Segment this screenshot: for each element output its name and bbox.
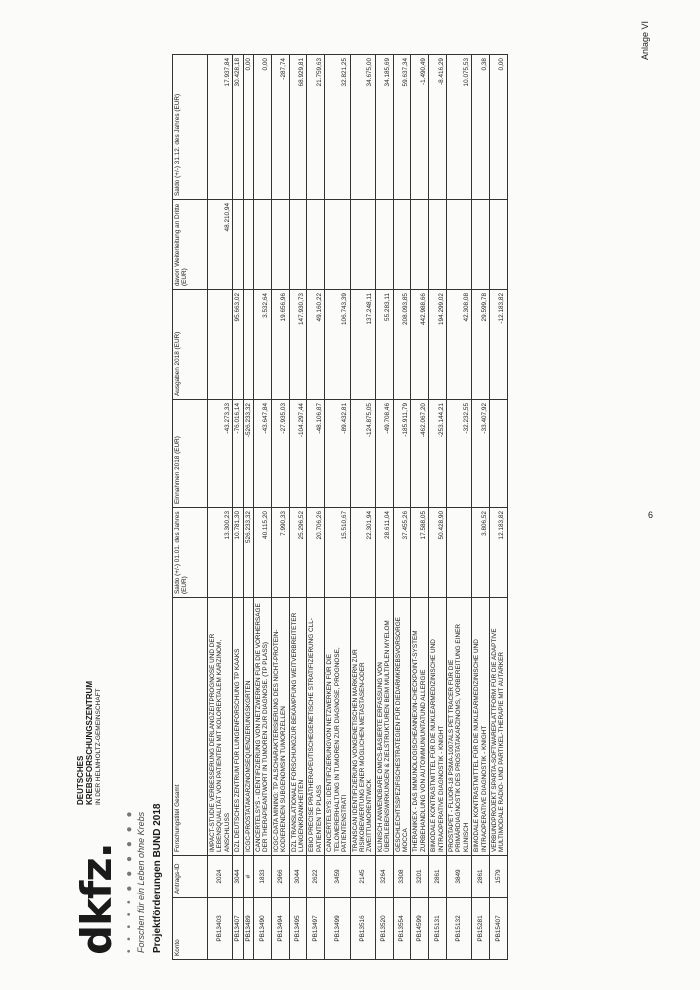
table-row bbox=[472, 55, 490, 960]
table-row bbox=[208, 55, 233, 960]
table-row bbox=[307, 55, 325, 960]
expenses-cell: 95.663,02 bbox=[233, 290, 243, 400]
opening-balance-cell: 13.300,23 bbox=[208, 508, 233, 598]
forwarded-cell bbox=[446, 200, 471, 290]
column-header: Antrags-ID bbox=[173, 856, 208, 898]
table-row bbox=[289, 55, 307, 960]
page-number: 6 bbox=[648, 510, 654, 520]
opening-balance-cell: 20.706,26 bbox=[307, 508, 325, 598]
opening-balance-cell: 25.296,52 bbox=[289, 508, 307, 598]
research-title-cell: DZL TRANSLATIONALE FORSCHUNGZUR BEKÄMPFUNG WEITVERBREITETER LUNGENKRANKHEITEN bbox=[289, 598, 307, 856]
application-id-cell: 2861 bbox=[429, 856, 447, 898]
table-row bbox=[375, 55, 393, 960]
income-cell: -185.911,79 bbox=[393, 400, 411, 508]
income-cell: -49.708,46 bbox=[375, 400, 393, 508]
application-id-cell: 2966 bbox=[271, 856, 289, 898]
research-title-cell: DZL DEUTSCHES ZENTRUM FÜR LUNGENFORSCHUNG TP KAAKS bbox=[233, 598, 243, 856]
closing-balance-cell: 30.428,18 bbox=[233, 55, 243, 200]
research-title-cell: ICGC-PROSTATAKARZINOMSEQUENZIERUNGSKGRTEN bbox=[243, 598, 253, 856]
application-id-cell: 3459 bbox=[325, 856, 350, 898]
rotated-page-content bbox=[64, 45, 624, 965]
research-title-cell: EBIO PRECISE PRÄTHERAPEUTISCHEGENETISCHE STRATIFIZIERUNG CLL-PATIENTEN TP PLASS bbox=[307, 598, 325, 856]
closing-balance-cell: 32.821,25 bbox=[325, 55, 350, 200]
application-id-cell: 2024 bbox=[208, 856, 233, 898]
application-id-cell: 3044 bbox=[233, 856, 243, 898]
application-id-cell: # bbox=[243, 856, 253, 898]
research-title-cell: VERBUNDPROJEKT SPARTA-SOFTWAREPLATTFORM FÜR DIE ADAPTIVE MULTIMODALE RADIO- UND PARTIKEL-THERAPIE MIT AUTARKER bbox=[490, 598, 508, 856]
application-id-cell: 1833 bbox=[254, 856, 272, 898]
expenses-cell: 19.656,96 bbox=[271, 290, 289, 400]
forwarded-cell bbox=[243, 200, 253, 290]
closing-balance-cell: 59.637,34 bbox=[393, 55, 411, 200]
table-row bbox=[271, 55, 289, 960]
application-id-cell: 3308 bbox=[393, 856, 411, 898]
forwarded-cell bbox=[472, 200, 490, 290]
account-cell: PB13516 bbox=[350, 898, 375, 960]
application-id-cell: 2145 bbox=[350, 856, 375, 898]
research-title-cell: IMPACT-STUDIE VERBESSERUNG DERLANGZEITPROGNOSE UND DER LEBENSQUALITÄT VON PATIENTEN MIT KOLOREKTALEM KARZINOM, ANSCHLUSS bbox=[208, 598, 233, 856]
income-cell: -43.647,84 bbox=[254, 400, 272, 508]
expenses-cell: 442.988,66 bbox=[411, 290, 429, 400]
annex-label: Anlage VI bbox=[640, 20, 650, 60]
institute-line-1: DEUTSCHES bbox=[76, 755, 85, 805]
account-cell: PB15281 bbox=[472, 898, 490, 960]
closing-balance-cell: -8.416,29 bbox=[429, 55, 447, 200]
income-cell: -526.233,32 bbox=[243, 400, 253, 508]
income-cell: -253.144,21 bbox=[429, 400, 447, 508]
forwarded-cell bbox=[490, 200, 508, 290]
application-id-cell: 2861 bbox=[472, 856, 490, 898]
table-row bbox=[446, 55, 471, 960]
table-header-row bbox=[173, 55, 208, 960]
account-cell: PB13489 bbox=[243, 898, 253, 960]
income-cell: -27.935,03 bbox=[271, 400, 289, 508]
expenses-cell: 106.743,39 bbox=[325, 290, 350, 400]
forwarded-cell bbox=[393, 200, 411, 290]
account-cell: PB13403 bbox=[208, 898, 233, 960]
income-cell: -104.297,44 bbox=[289, 400, 307, 508]
expenses-cell: 49.160,22 bbox=[307, 290, 325, 400]
tagline: Forschen für ein Leben ohne Krebs bbox=[136, 811, 146, 953]
forwarded-cell bbox=[289, 200, 307, 290]
forwarded-cell bbox=[411, 200, 429, 290]
table-row bbox=[350, 55, 375, 960]
income-cell: -89.432,81 bbox=[325, 400, 350, 508]
forwarded-cell bbox=[254, 200, 272, 290]
research-title-cell: KLINISCH ANWENDBARE OMICS-BASIERTE ERFASSUNG VON ÜBERLEBENSWIRKUNGEN & ZIELSTRUKTUREN BEIM MULTIPLEN MYELOM bbox=[375, 598, 393, 856]
application-id-cell: 3264 bbox=[375, 856, 393, 898]
opening-balance-cell: 22.301,94 bbox=[350, 508, 375, 598]
income-cell: -462.067,20 bbox=[411, 400, 429, 508]
table-row bbox=[243, 55, 253, 960]
application-id-cell: 3044 bbox=[289, 856, 307, 898]
opening-balance-cell: 526.233,32 bbox=[243, 508, 253, 598]
income-cell: -43.273,33 bbox=[208, 400, 233, 508]
column-header: Saldo (+/-) 01.01. des Jahres (EUR) bbox=[173, 508, 208, 598]
closing-balance-cell: 0,00 bbox=[490, 55, 508, 200]
account-cell: PB13494 bbox=[271, 898, 289, 960]
research-title-cell: CANCERTELSYS - IDENTIFIZIERUNG VON NETZWERKEN FÜR DIE VORHERSAGE DER THERAPIEANTWORT IN TUMOREN ZUR DIAGNOSE. (TP PLASS) bbox=[254, 598, 272, 856]
closing-balance-cell: 34.185,69 bbox=[375, 55, 393, 200]
opening-balance-cell: 15.510,67 bbox=[325, 508, 350, 598]
expenses-cell: 147.930,73 bbox=[289, 290, 307, 400]
document-title: Projektförderungen BUND 2018 bbox=[152, 803, 163, 953]
opening-balance-cell: 12.183,82 bbox=[490, 508, 508, 598]
closing-balance-cell: -287,74 bbox=[271, 55, 289, 200]
dkfz-logo bbox=[72, 843, 121, 955]
logo-wordmark: dkfz. bbox=[72, 843, 121, 955]
expenses-cell bbox=[243, 290, 253, 400]
forwarded-cell bbox=[307, 200, 325, 290]
closing-balance-cell: 0,38 bbox=[472, 55, 490, 200]
account-cell: PB13495 bbox=[289, 898, 307, 960]
forwarded-cell bbox=[271, 200, 289, 290]
expenses-cell bbox=[208, 290, 233, 400]
opening-balance-cell: 17.588,05 bbox=[411, 508, 429, 598]
opening-balance-cell: 3.806,52 bbox=[472, 508, 490, 598]
closing-balance-cell: 17.937,84 bbox=[208, 55, 233, 200]
opening-balance-cell: 7.990,33 bbox=[271, 508, 289, 598]
account-cell: PB15407 bbox=[490, 898, 508, 960]
forwarded-cell bbox=[350, 200, 375, 290]
forwarded-cell bbox=[325, 200, 350, 290]
income-cell: -48.106,87 bbox=[307, 400, 325, 508]
closing-balance-cell: 68.929,81 bbox=[289, 55, 307, 200]
column-header: Einnahmen 2018 (EUR) bbox=[173, 400, 208, 508]
closing-balance-cell: 0,00 bbox=[243, 55, 253, 200]
forwarded-cell bbox=[233, 200, 243, 290]
research-title-cell: ICGC-DATA MINING: TP ALSCHARAKTERISIERUNG DES NICHT-PROTEIN-KODIERENDEN SUBGENOMSIN TUMORZELLEN bbox=[271, 598, 289, 856]
account-cell: PB13407 bbox=[233, 898, 243, 960]
application-id-cell: 3849 bbox=[446, 856, 471, 898]
opening-balance-cell: 37.455,26 bbox=[393, 508, 411, 598]
research-title-cell: CANCERTELSYS: IDENTIFIZIERUNGVON NETZWERKEN FÜR DIE TELOMERERHALTUNG IN TUMOREN ZUR DIAGNOSE, PROGNOSE, PATIENTENSTRATI bbox=[325, 598, 350, 856]
closing-balance-cell: -1.490,49 bbox=[411, 55, 429, 200]
research-title-cell: THERANIKEX - DAS IMMUNOLOGISCHEANNEXIN-CHECKPOINT-SYSTEM ZURBEHANDLUNG VON AUTOIMMUN/UNTATUND ALLERGIE bbox=[411, 598, 429, 856]
document-header bbox=[64, 45, 163, 965]
expenses-cell: 55.283,11 bbox=[375, 290, 393, 400]
closing-balance-cell: 0,00 bbox=[254, 55, 272, 200]
expenses-cell: 29.599,78 bbox=[472, 290, 490, 400]
account-cell: PB13499 bbox=[325, 898, 350, 960]
column-header: Forschungstitel Gesamt bbox=[173, 598, 208, 856]
expenses-cell: 194.299,02 bbox=[429, 290, 447, 400]
forwarded-cell bbox=[429, 200, 447, 290]
research-title-cell: PROSTAPET - FLUOR-18 PSMA-1007ALS PET TRACER FÜR DIE PRIMÄRDIAGNOSTIK DES PROSTATAKARZINOMS, VORBEREITUNG EINER KLINISCH bbox=[446, 598, 471, 856]
institute-name bbox=[76, 681, 103, 805]
income-cell: -33.407,92 bbox=[472, 400, 490, 508]
institute-line-2: KREBSFORSCHUNGSZENTRUM bbox=[85, 681, 94, 805]
research-title-cell: GESCHLECHTSSPEZIFISCHESTRATEGIEN FÜR DIEDARMKREBSVORSORGE MOCCA bbox=[393, 598, 411, 856]
column-header: davon Weiterleitung an Dritte (EUR) bbox=[173, 200, 208, 290]
account-cell: PB13497 bbox=[307, 898, 325, 960]
account-cell: PB13490 bbox=[254, 898, 272, 960]
closing-balance-cell: 34.675,00 bbox=[350, 55, 375, 200]
column-header: Konto bbox=[173, 898, 208, 960]
column-header: Ausgaben 2018 (EUR) bbox=[173, 290, 208, 400]
table-row bbox=[393, 55, 411, 960]
income-cell bbox=[490, 400, 508, 508]
account-cell: PB14599 bbox=[411, 898, 429, 960]
opening-balance-cell: 40.115,20 bbox=[254, 508, 272, 598]
research-title-cell: BIMODALE KONTRASTMITTEL FÜR DIE NUKLEARMEDIZINISCHE UND INTRAOPERATIVE DIAGNOSTIK - KNIGHT bbox=[429, 598, 447, 856]
closing-balance-cell: 21.759,63 bbox=[307, 55, 325, 200]
table-row bbox=[254, 55, 272, 960]
application-id-cell: 2622 bbox=[307, 856, 325, 898]
closing-balance-cell: 10.075,53 bbox=[446, 55, 471, 200]
opening-balance-cell: 28.611,04 bbox=[375, 508, 393, 598]
expenses-cell: 208.093,85 bbox=[393, 290, 411, 400]
expenses-cell: -12.183,82 bbox=[490, 290, 508, 400]
application-id-cell: 3201 bbox=[411, 856, 429, 898]
application-id-cell: 1579 bbox=[490, 856, 508, 898]
logo-dots-decoration: • • • • • ● ● ● ● ● ● bbox=[124, 808, 135, 953]
account-cell: PB13520 bbox=[375, 898, 393, 960]
table-row bbox=[490, 55, 508, 960]
expenses-cell: 137.248,11 bbox=[350, 290, 375, 400]
account-cell: PB15131 bbox=[429, 898, 447, 960]
forwarded-cell: 48.210,94 bbox=[208, 200, 233, 290]
account-cell: PB15132 bbox=[446, 898, 471, 960]
research-title-cell: BIMODALE KONTRASTMITTEL FÜR DIE NUKLEARMEDIZINISCHE UND INTRAOPERATIVE DIAGNOSTIK - KNIGHT bbox=[472, 598, 490, 856]
forwarded-cell bbox=[375, 200, 393, 290]
opening-balance-cell: 10.781,30 bbox=[233, 508, 243, 598]
institute-line-3: IN DER HELMHOLTZ-GEMEINSCHAFT bbox=[95, 688, 102, 805]
table-row bbox=[411, 55, 429, 960]
opening-balance-cell: 50.428,90 bbox=[429, 508, 447, 598]
opening-balance-cell bbox=[446, 508, 471, 598]
funding-table bbox=[172, 54, 508, 960]
column-header: Saldo (+/-) 31.12. des Jahres (EUR) bbox=[173, 55, 208, 200]
income-cell: -76.016,14 bbox=[233, 400, 243, 508]
income-cell: -124.875,05 bbox=[350, 400, 375, 508]
income-cell: -32.232,55 bbox=[446, 400, 471, 508]
table-row bbox=[325, 55, 350, 960]
table-row bbox=[429, 55, 447, 960]
expenses-cell: 42.308,08 bbox=[446, 290, 471, 400]
expenses-cell: 3.532,64 bbox=[254, 290, 272, 400]
account-cell: PB13554 bbox=[393, 898, 411, 960]
research-title-cell: TRANSCAN IDENTIFIZIERUNG VONGENETISCHEN MARKERN ZUR RISIKOBEWERTUNG EINER MÖGLICHEN METASTASEN-ODER ZWEITTUMORENTWICK bbox=[350, 598, 375, 856]
table-row bbox=[233, 55, 243, 960]
